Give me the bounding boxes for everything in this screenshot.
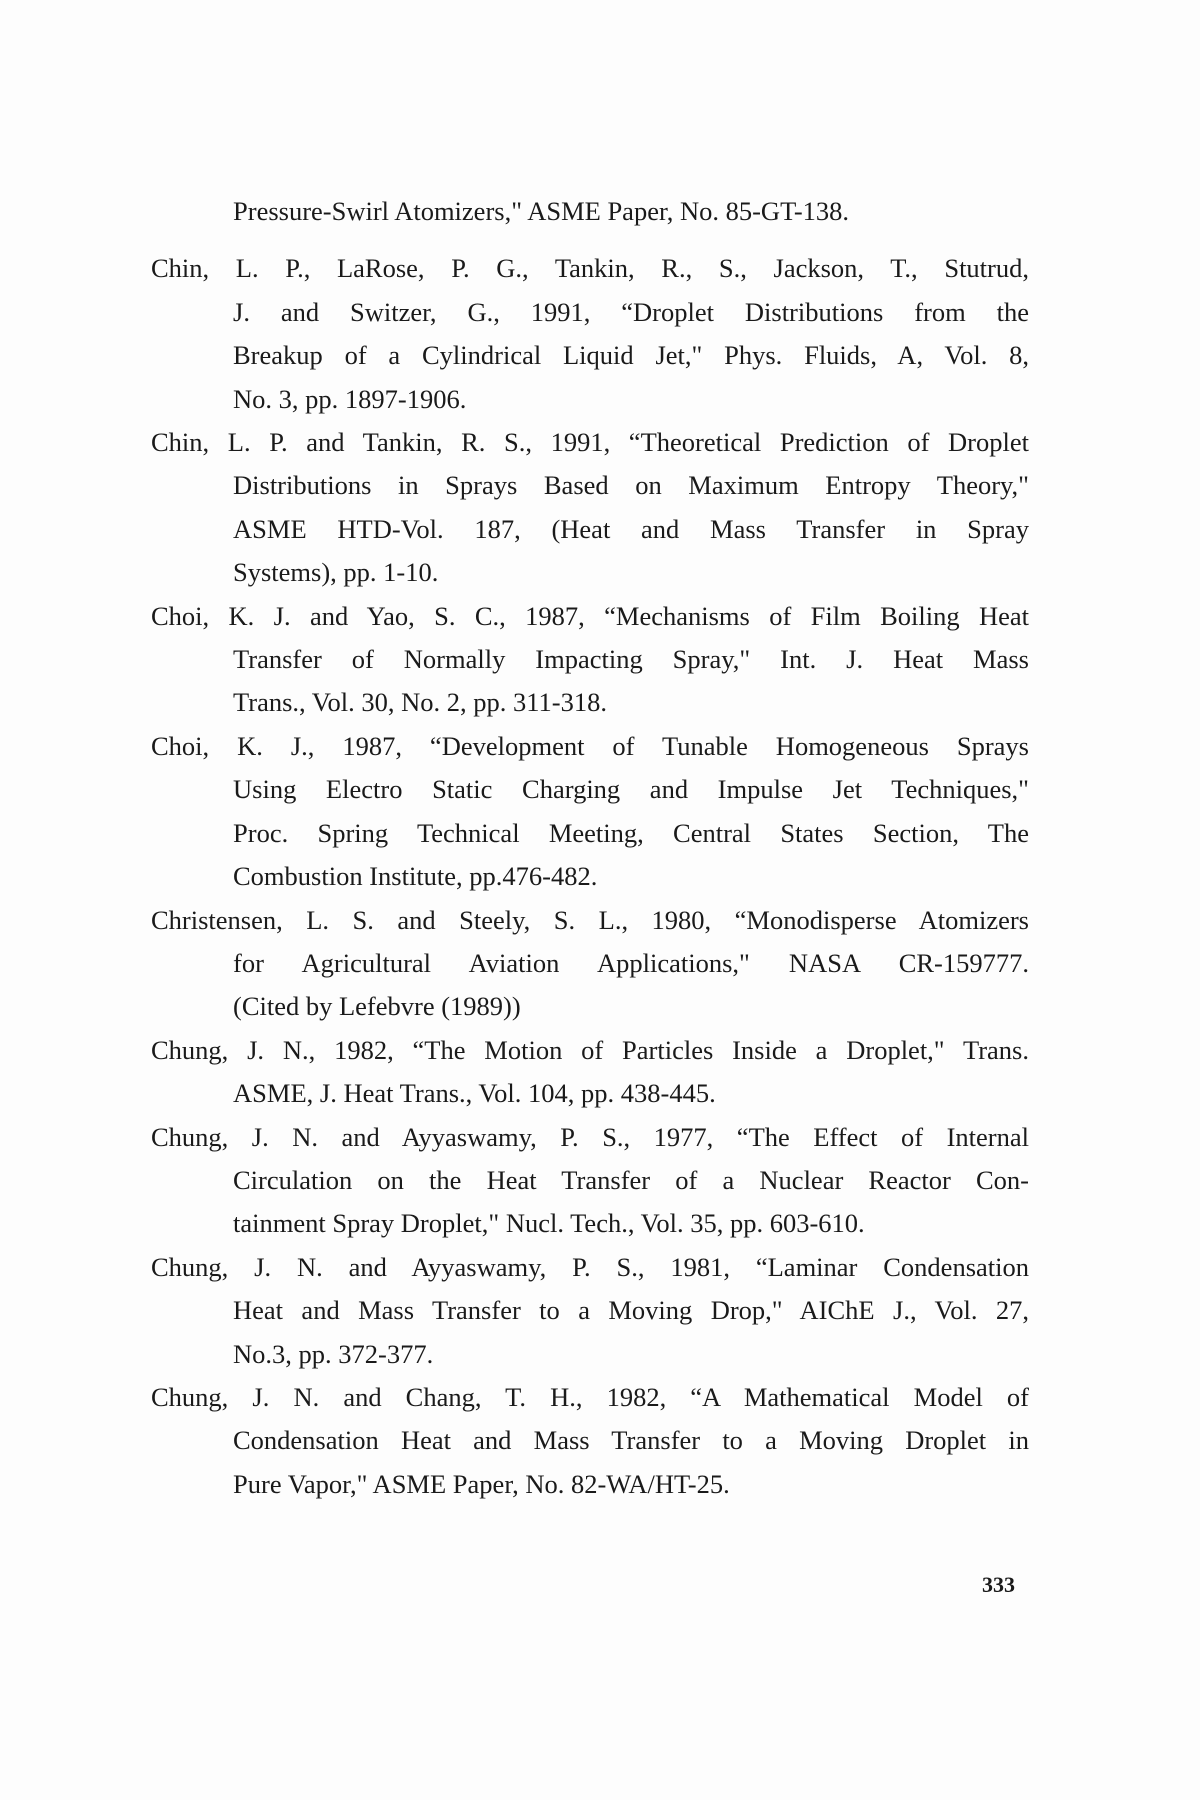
- reference-line: Chung, J. N. and Chang, T. H., 1982, “A Mathematical Model of: [151, 1381, 1029, 1412]
- reference-list: [151, 190, 1029, 1506]
- reference-line: Distributions in Sprays Based on Maximum Entropy Theory,": [233, 470, 1029, 501]
- reference-line: Pure Vapor," ASME Paper, No. 82-WA/HT-25.: [233, 1468, 730, 1499]
- reference-line: Combustion Institute, pp.476-482.: [233, 861, 598, 892]
- reference-entry: [151, 899, 1029, 1029]
- reference-line: Circulation on the Heat Transfer of a Nuclear Reactor Con-: [233, 1164, 1029, 1195]
- reference-line: Systems), pp. 1-10.: [233, 557, 439, 588]
- reference-line: No.3, pp. 372-377.: [233, 1338, 434, 1369]
- reference-line: Choi, K. J., 1987, “Development of Tunable Homogeneous Sprays: [151, 730, 1029, 761]
- reference-line: ASME HTD-Vol. 187, (Heat and Mass Transfer in Spray: [233, 513, 1029, 544]
- reference-line: tainment Spray Droplet," Nucl. Tech., Vol. 35, pp. 603-610.: [233, 1208, 865, 1239]
- reference-entry: [151, 1376, 1029, 1506]
- reference-line: Transfer of Normally Impacting Spray," Int. J. Heat Mass: [233, 644, 1029, 675]
- reference-line: for Agricultural Aviation Applications," NASA CR-159777.: [233, 947, 1029, 978]
- reference-line: Heat and Mass Transfer to a Moving Drop," AIChE J., Vol. 27,: [233, 1295, 1029, 1326]
- reference-entry: [151, 1029, 1029, 1116]
- reference-entry: [151, 421, 1029, 595]
- reference-entry: [151, 1246, 1029, 1376]
- reference-line: Chung, J. N. and Ayyaswamy, P. S., 1981, “Laminar Condensation: [151, 1251, 1029, 1282]
- reference-entry: [151, 725, 1029, 899]
- reference-line: Choi, K. J. and Yao, S. C., 1987, “Mechanisms of Film Boiling Heat: [151, 600, 1029, 631]
- reference-entry: [151, 595, 1029, 725]
- reference-line: Proc. Spring Technical Meeting, Central States Section, The: [233, 817, 1029, 848]
- reference-line: Breakup of a Cylindrical Liquid Jet," Phys. Fluids, A, Vol. 8,: [233, 340, 1029, 371]
- page-number: 333: [982, 1572, 1015, 1597]
- reference-line: No. 3, pp. 1897-1906.: [233, 383, 467, 414]
- reference-line: Using Electro Static Charging and Impulse Jet Techniques,": [233, 774, 1029, 805]
- reference-entry: [151, 247, 1029, 421]
- reference-line: (Cited by Lefebvre (1989)): [233, 991, 521, 1022]
- reference-line: J. and Switzer, G., 1991, “Droplet Distributions from the: [233, 296, 1029, 327]
- reference-line: Chung, J. N., 1982, “The Motion of Particles Inside a Droplet," Trans.: [151, 1034, 1029, 1065]
- reference-line: Pressure-Swirl Atomizers," ASME Paper, No. 85-GT-138.: [233, 196, 850, 226]
- reference-line: Christensen, L. S. and Steely, S. L., 1980, “Monodisperse Atomizers: [151, 904, 1029, 935]
- reference-line: Condensation Heat and Mass Transfer to a Moving Droplet in: [233, 1425, 1029, 1456]
- reference-line: ASME, J. Heat Trans., Vol. 104, pp. 438-445.: [233, 1078, 716, 1109]
- reference-continuation: [151, 190, 1029, 233]
- reference-line: Chin, L. P., LaRose, P. G., Tankin, R., S., Jackson, T., Stutrud,: [151, 253, 1029, 284]
- reference-line: Chin, L. P. and Tankin, R. S., 1991, “Theoretical Prediction of Droplet: [151, 427, 1029, 458]
- reference-entry: [151, 1116, 1029, 1246]
- reference-line: Chung, J. N. and Ayyaswamy, P. S., 1977, “The Effect of Internal: [151, 1121, 1029, 1152]
- reference-line: Trans., Vol. 30, No. 2, pp. 311-318.: [233, 687, 607, 718]
